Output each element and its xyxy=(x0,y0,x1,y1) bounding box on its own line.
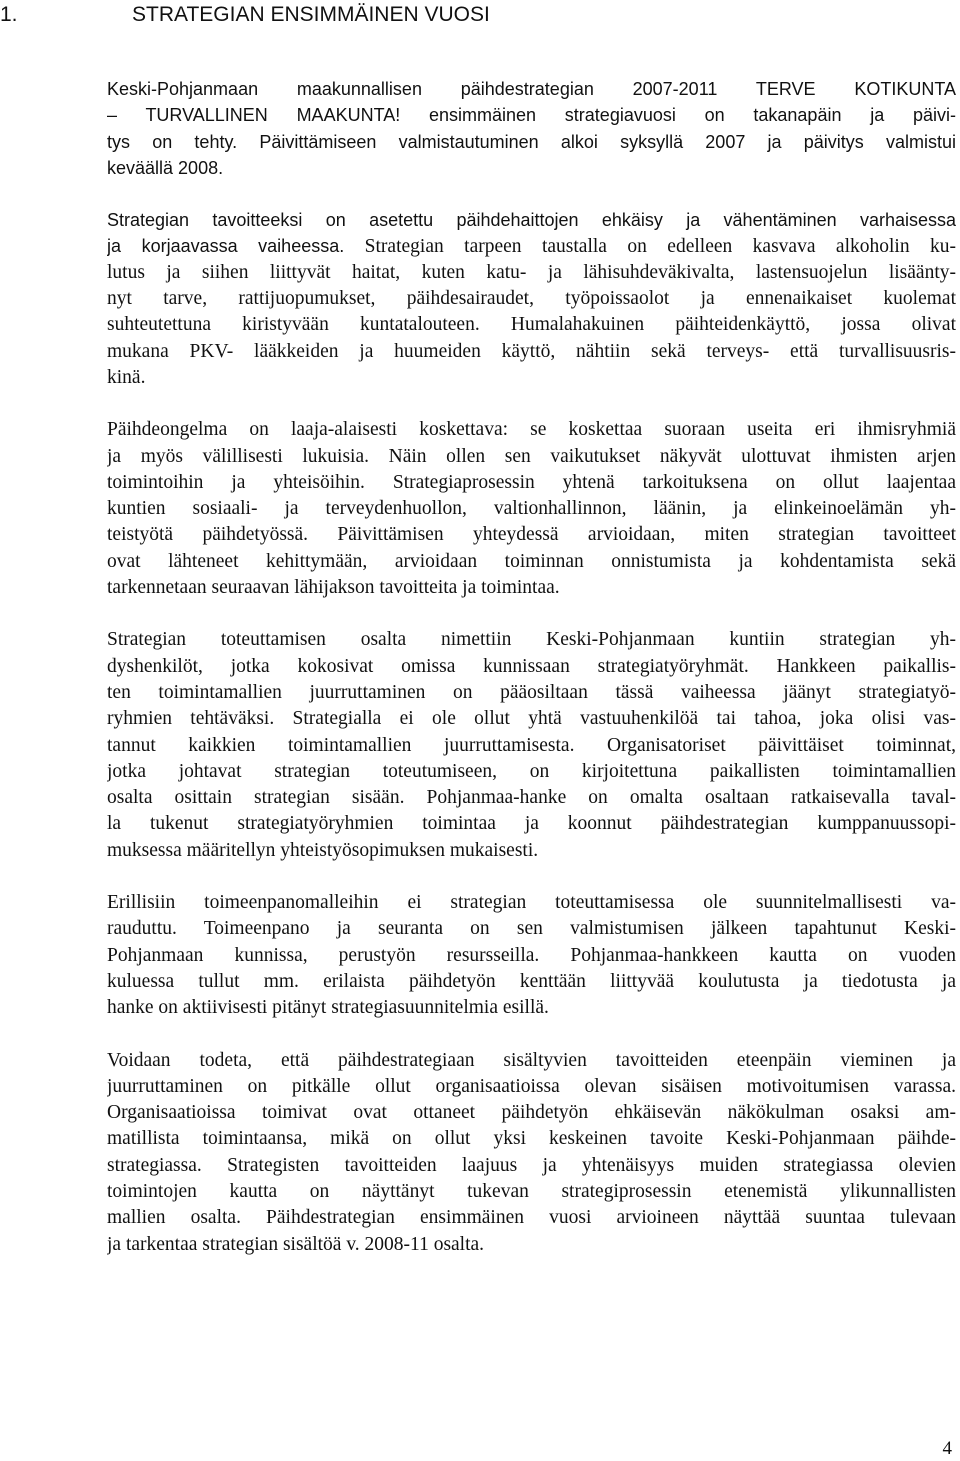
text-line: lutus ja siihen liittyvät haitat, kuten katu- ja lähisuhdeväkivalta, lastensuojelun lisäänty- xyxy=(107,261,956,283)
text-line: toimintojen kautta on näyttänyt tukevan strategiprosessin etenemistä ylikunnallisten xyxy=(107,1180,956,1202)
text-line: mukana PKV- lääkkeiden ja huumeiden käyttö, nähtiin sekä terveys- että turvallisuusris- xyxy=(107,340,956,362)
text-line: kinä. xyxy=(107,366,146,388)
text-line: ja tarkentaa strategian sisältöä v. 2008-11 osalta. xyxy=(107,1233,485,1255)
text-line: osalta osittain strategian sisään. Pohjanmaa-hanke on omalta osaltaan ratkaisevalla taval- xyxy=(107,787,956,809)
text-line: tannut kaikkien toimintamallien juurruttamisesta. Organisatoriset päivittäiset toiminnat, xyxy=(107,734,956,756)
text-line: kuntien sosiaali- ja terveydenhuollon, valtionhallinnon, läänin, ja elinkeinoelämän yh- xyxy=(107,498,956,520)
section-heading xyxy=(0,2,490,28)
paragraph-problem xyxy=(107,417,956,601)
text-line: ten toimintamallien juurruttaminen on pääosiltaan tässä vaiheessa jäänyt strategiatyö- xyxy=(107,681,956,703)
paragraph-intro xyxy=(107,76,956,181)
text-line: hanke on aktiivisesti pitänyt strategiasuunnitelmia esillä. xyxy=(107,997,549,1019)
paragraph-goals xyxy=(107,207,956,391)
text-line: la tukenut strategiatyöryhmien toimintaa ja koonnut päihdestrategian kumppanuussopi- xyxy=(107,813,956,835)
text-line: keväällä 2008. xyxy=(107,157,224,178)
text-line: ryhmien tehtäväksi. Strategialla ei ole ollut yhtä vastuuhenkilöä tai tahoa, joka olisi vas- xyxy=(107,708,956,730)
text-line: dyshenkilöt, jotka kokosivat omissa kunnissaan strategiatyöryhmät. Hankkeen paikallis- xyxy=(107,655,956,677)
text-line: jotka johtavat strategian toteutumiseen, on kirjoitettuna paikallisten toimintamallien xyxy=(107,760,956,782)
text-line: rauduttu. Toimeenpano ja seuranta on sen valmistumisen jälkeen tapahtunut Keski- xyxy=(107,918,956,940)
text-segment-sans: ja korjaavassa vaiheessa. xyxy=(107,236,345,257)
text-line: Pohjanmaan kunnissa, perustyön resursseilla. Pohjanmaa-hankkeen kautta on vuoden xyxy=(107,944,956,966)
text-line: strategiassa. Strategisten tavoitteiden laajuus ja yhtenäisyys muiden strategiassa olevien xyxy=(107,1154,956,1176)
text-line-mixed xyxy=(107,233,956,259)
text-line: nyt tarve, rattijuopumukset, päihdesairaudet, työpoissaolot ja ennenaikaiset kuolemat xyxy=(107,288,956,310)
text-line: juurruttaminen on pitkälle ollut organisaatioissa olevan sisäisen motivoitumisen varassa. xyxy=(107,1075,956,1097)
text-segment-serif: Strategian tarpeen taustalla on edelleen kasvava alkoholin ku- xyxy=(364,236,956,258)
section-title: STRATEGIAN ENSIMMÄINEN VUOSI xyxy=(132,3,490,26)
text-line: mallien osalta. Päihdestrategian ensimmäinen vuosi arvioineen näyttää suuntaa tulevaan xyxy=(107,1207,956,1229)
text-line: kuluessa tullut mm. erilaista päihdetyön kenttään liittyvää koulutusta ja tiedotusta ja xyxy=(107,970,956,992)
text-line: muksessa määritellyn yhteistyösopimuksen mukaisesti. xyxy=(107,839,539,861)
paragraph-conclusion xyxy=(107,1048,956,1258)
text-line: Erillisiin toimeenpanomalleihin ei strategian toteuttamisessa ole suunnitelmallisesti va- xyxy=(107,892,956,914)
text-line: tys on tehty. Päivittämiseen valmistautuminen alkoi syksyllä 2007 ja päivitys valmistui xyxy=(107,131,956,152)
text-line: – TURVALLINEN MAAKUNTA! ensimmäinen strategiavuosi on takanapäin ja päivi- xyxy=(107,105,956,126)
page-number: 4 xyxy=(942,1438,952,1459)
text-line: teistyötä päihdetyössä. Päivittämisen yhteydessä arvioidaan, miten strategian tavoitteet xyxy=(107,524,956,546)
text-line: suhteutettuna kiristyvään kuntatalouteen. Humalahakuinen päihteidenkäyttö, jossa olivat xyxy=(107,314,956,336)
text-line: Strategian toteuttamisen osalta nimettiin Keski-Pohjanmaan kuntiin strategian yh- xyxy=(107,629,956,651)
text-line: ovat lähteneet kehittymään, arvioidaan toiminnan onnistumista ja kohdentamista sekä xyxy=(107,550,956,572)
text-line: Päihdeongelma on laaja-alaisesti koskettava: se koskettaa suoraan useita eri ihmisryhmiä xyxy=(107,419,956,441)
text-line: matillista toimintaansa, mikä on ollut yksi keskeinen tavoite Keski-Pohjanmaan päihde- xyxy=(107,1128,956,1150)
paragraph-execution-models xyxy=(107,890,956,1021)
text-line: ja myös välillisesti lukuisia. Näin ollen sen vaikutukset näkyvät ulottuvat ihmisten arjen xyxy=(107,445,956,467)
text-line: toimintoihin ja yhteisöihin. Strategiaprosessin yhtenä tarkoituksena on ollut laajentaa xyxy=(107,471,956,493)
text-line: Strategian tavoitteeksi on asetettu päihdehaittojen ehkäisy ja vähentäminen varhaisessa xyxy=(107,210,956,231)
paragraph-implementation xyxy=(107,627,956,864)
text-line: Voidaan todeta, että päihdestrategiaan sisältyvien tavoitteiden eteenpäin vieminen ja xyxy=(107,1049,956,1071)
section-number: 1. xyxy=(0,3,18,26)
body-text xyxy=(107,76,956,1284)
text-line: tarkennetaan seuraavan lähijakson tavoitteita ja toimintaa. xyxy=(107,577,560,599)
text-line: Keski-Pohjanmaan maakunnallisen päihdestrategian 2007-2011 TERVE KOTIKUNTA xyxy=(107,79,956,99)
text-line: Organisaatioissa toimivat ovat ottaneet päihdetyön ehkäisevän näkökulman osaksi am- xyxy=(107,1102,956,1124)
